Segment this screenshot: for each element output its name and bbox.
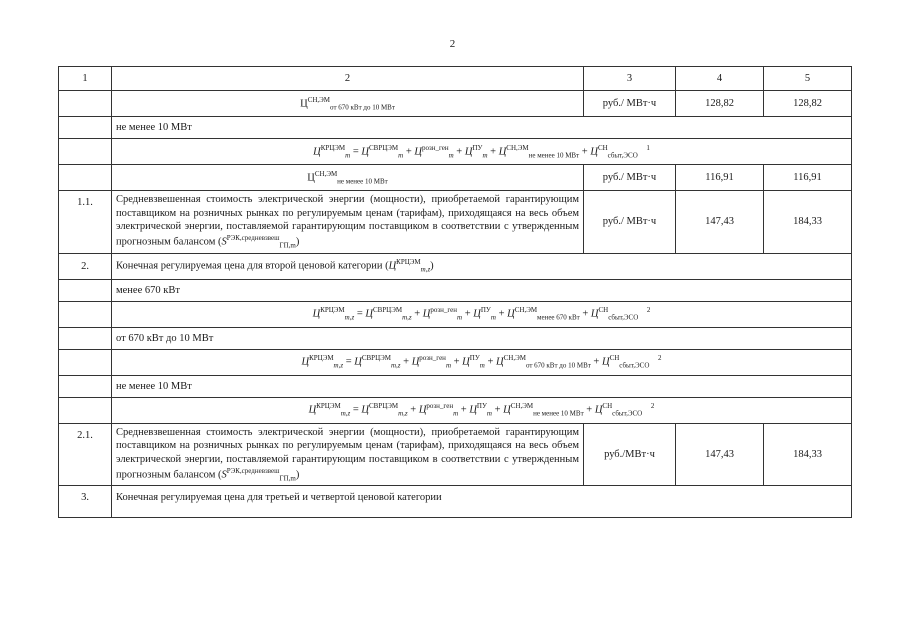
table-header-row (59, 67, 852, 91)
description-cell: Средневзвешенная стоимость электрической энергии (мощности), приобретаемой гарантирующим поставщиком на розничных рынках по регулируемым ценам (тарифам), приходящаяся на весь объем электрической энергии, поставляемой гарантирующим поставщиком в соответствии с утвержденным прогнозным балансом $(S^{РЭК,средневзвеш}_{ГП,m})$ (112, 191, 584, 254)
table-row (59, 486, 852, 518)
formula: $Ц^{КРЦЭМ}_{m,z} = Ц^{СВРЦЭМ}_{m,z} + Ц^{розн\_ген}_m + Ц^{ПУ}_m + Ц^{СН,ЭМ}_{не менее 10 МВт} + Ц^{СН}_{сбыт,ЭСО}$ $^2$ (112, 397, 852, 423)
section-label: от 670 кВт до 10 МВт (112, 327, 852, 349)
tariff-symbol-cell (112, 91, 584, 117)
value-col4: 147,43 (676, 423, 764, 486)
formula: $Ц^{КРЦЭМ}_m = Ц^{СВРЦЭМ}_m + Ц^{розн\_ген}_m + Ц^{ПУ}_m + Ц^{СН,ЭМ}_{не менее 10 МВт} + Ц^{СН}_{сбыт,ЭСО}$ $^1$ (112, 139, 852, 165)
row-number: 3. (59, 486, 112, 518)
header-col-2: 2 (112, 67, 584, 91)
unit-cell: руб./ МВт·ч (584, 91, 676, 117)
formula-row (59, 139, 852, 165)
formula-row (59, 397, 852, 423)
value-col4: 116,91 (676, 165, 764, 191)
unit-cell: руб./МВт·ч (584, 423, 676, 486)
row-number: 2.1. (59, 423, 112, 486)
symbol: Ц (300, 98, 308, 110)
description-cell: Средневзвешенная стоимость электрической энергии (мощности), приобретаемой гарантирующим поставщиком на розничных рынках по регулируемым ценам (тарифам), приходящаяся на весь объем электрической энергии, поставляемой гарантирующим поставщиком в соответствии с утвержденным прогнозным балансом $(S^{РЭК,средневзвеш}_{ГП,m})$ (112, 423, 584, 486)
header-col-3: 3 (584, 67, 676, 91)
footnote-marker: 2 (646, 306, 651, 315)
tariff-table (58, 66, 852, 518)
footnote-marker: 2 (650, 402, 655, 411)
table-row (59, 327, 852, 349)
table-row (59, 375, 852, 397)
footnote-marker: 2 (658, 354, 662, 363)
table-row (59, 117, 852, 139)
value-col5: 184,33 (764, 191, 852, 254)
header-col-4: 4 (676, 67, 764, 91)
value-col5: 128,82 (764, 91, 852, 117)
row-number: 1.1. (59, 191, 112, 254)
table-row (59, 165, 852, 191)
header-col-5: 5 (764, 67, 852, 91)
value-col5: 184,33 (764, 423, 852, 486)
formula: $Ц^{КРЦЭМ}_{m,z} = Ц^{СВРЦЭМ}_{m,z} + Ц^{розн\_ген}_m + Ц^{ПУ}_m + Ц^{СН,ЭМ}_{менее 670 кВт} + Ц^{СН}_{сбыт,ЭСО}$ $^2$ (112, 301, 852, 327)
page-number: 2 (449, 38, 456, 50)
section-label: не менее 10 МВт (112, 117, 852, 139)
unit-cell: руб./ МВт·ч (584, 191, 676, 254)
value-col4: 147,43 (676, 191, 764, 254)
table-row (59, 423, 852, 486)
unit-cell: руб./ МВт·ч (584, 165, 676, 191)
formula-row (59, 349, 852, 375)
value-col4: 128,82 (676, 91, 764, 117)
section-label: не менее 10 МВт (112, 375, 852, 397)
symbol-sub: от 670 кВт до 10 МВт (330, 103, 395, 112)
table-row (59, 253, 852, 279)
section-label: менее 670 кВт (112, 279, 852, 301)
table-row (59, 91, 852, 117)
table-row (59, 191, 852, 254)
formula-row (59, 301, 852, 327)
section-heading: Конечная регулируемая цена для третьей и четвертой ценовой категории (112, 486, 852, 518)
value-col5: 116,91 (764, 165, 852, 191)
formula: $Ц^{КРЦЭМ}_{m,z} = Ц^{СВРЦЭМ}_{m,z} + Ц^{розн\_ген}_m + Ц^{ПУ}_m + Ц^{СН,ЭМ}_{от 670 кВт до 10 МВт} + Ц^{СН}_{сбыт,ЭСО}$ $^2$ (112, 349, 852, 375)
row-number: 2. (59, 253, 112, 279)
header-col-1: 1 (59, 67, 112, 91)
table-row (59, 279, 852, 301)
symbol-sup: СН,ЭМ (307, 95, 331, 104)
footnote-marker: 1 (646, 143, 650, 152)
section-heading: Конечная регулируемая цена для второй ценовой категории $(Ц^{КРЦЭМ}_{m,z})$ (112, 253, 852, 279)
tariff-symbol-cell: $Ц^{СН,ЭМ}_{не менее 10 МВт}$ (112, 165, 584, 191)
